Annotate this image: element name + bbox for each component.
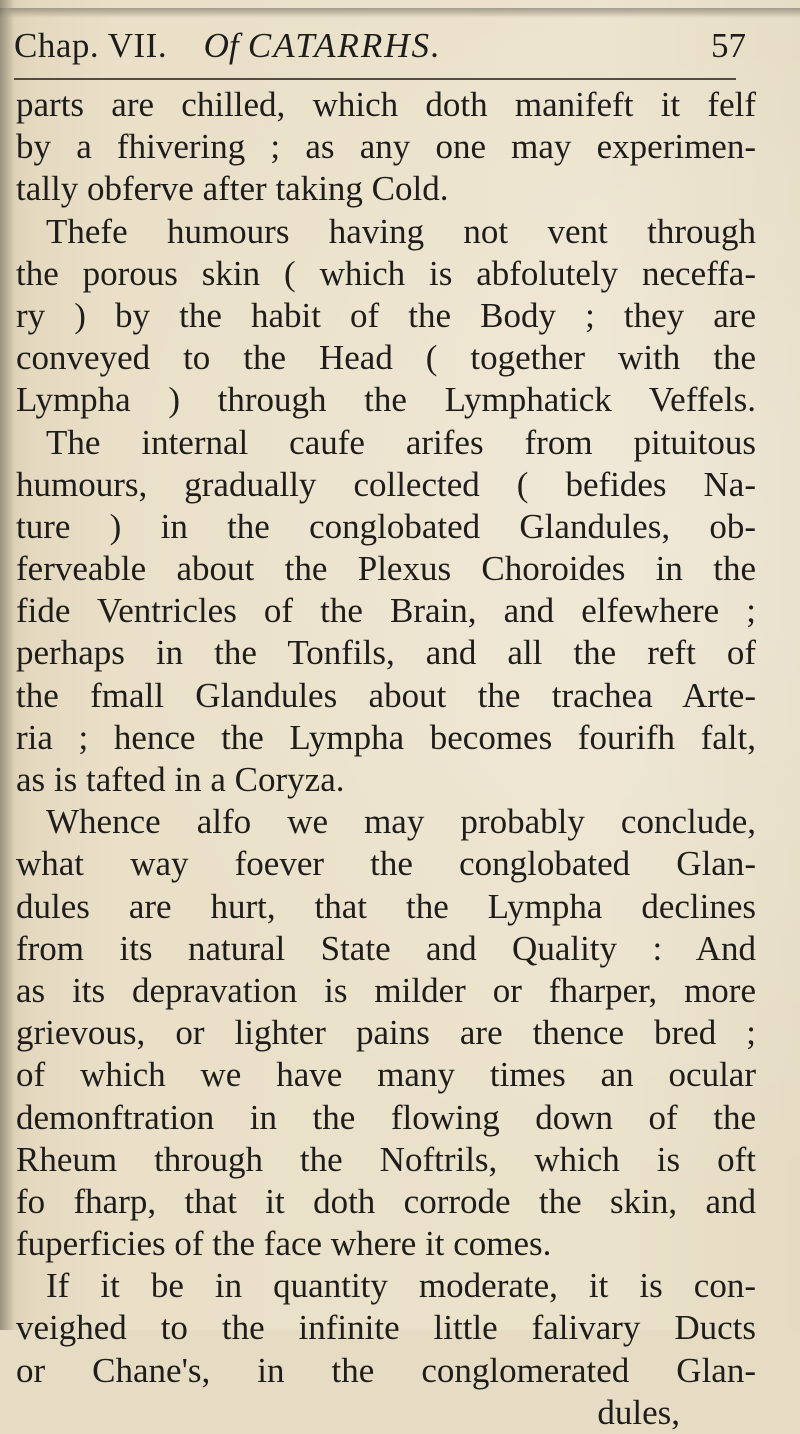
text-line: what way foever the conglobated Glan- <box>16 844 756 884</box>
page-binding-edge <box>0 0 14 1330</box>
text-line: The internal caufe arifes from pituitous <box>46 422 756 462</box>
text-line: fide Ventricles of the Brain, and elfewhere ; <box>16 591 756 631</box>
running-title: CATARRHS. <box>247 26 442 65</box>
page-header <box>14 22 786 70</box>
text-line: demonftration in the flowing down of the <box>16 1097 756 1137</box>
text-line: the porous skin ( which is abfolutely neceffa- <box>16 253 756 293</box>
text-line: grievous, or lighter pains are thence bred ; <box>16 1013 756 1053</box>
body-text <box>16 84 756 1434</box>
header-rule <box>14 78 736 80</box>
text-line: or Chane's, in the conglomerated Glan- <box>16 1350 756 1390</box>
chapter-label: Chap. VII. <box>14 26 168 65</box>
text-line: perhaps in the Tonfils, and all the reft of <box>16 633 756 673</box>
text-line: of which we have many times an ocular <box>16 1055 756 1095</box>
running-head <box>14 22 442 70</box>
text-line: ferveable about the Plexus Choroides in the <box>16 549 756 589</box>
page-top-edge <box>0 8 800 18</box>
text-line: ture ) in the conglobated Glandules, ob- <box>16 506 756 546</box>
text-line: from its natural State and Quality : And <box>16 928 756 968</box>
text-line: Lympha ) through the Lymphatick Veffels. <box>16 380 756 420</box>
text-line: by a fhivering ; as any one may experimen- <box>16 127 756 167</box>
text-line: dules are hurt, that the Lympha declines <box>16 886 756 926</box>
text-line: the fmall Glandules about the trachea Arte- <box>16 675 756 715</box>
page-number: 57 <box>711 26 746 65</box>
text-line: Rheum through the Noftrils, which is oft <box>16 1139 756 1179</box>
text-line: parts are chilled, which doth manifeft it felf <box>16 85 756 124</box>
text-line: as its depravation is milder or fharper, more <box>16 970 756 1010</box>
text-line: conveyed to the Head ( together with the <box>16 338 756 378</box>
text-line: Thefe humours having not vent through <box>46 211 756 251</box>
text-line: veighed to the infinite little falivary Ducts <box>16 1308 756 1348</box>
catchword: dules, <box>597 1392 680 1432</box>
running-title-prefix: Of <box>203 26 239 65</box>
text-line: ry ) by the habit of the Body ; they are <box>16 295 756 335</box>
text-line: fuperficies of the face where it comes. <box>16 1224 552 1264</box>
text-line: ria ; hence the Lympha becomes fourifh falt, <box>16 717 756 757</box>
text-line: Whence alfo we may probably conclude, <box>46 802 756 842</box>
text-line: If it be in quantity moderate, it is con- <box>46 1266 756 1306</box>
text-line: humours, gradually collected ( befides Na- <box>16 464 756 504</box>
text-line: tally obferve after taking Cold. <box>16 169 449 209</box>
text-line: fo fharp, that it doth corrode the skin, and <box>16 1181 756 1221</box>
text-line: as is tafted in a Coryza. <box>16 760 345 799</box>
